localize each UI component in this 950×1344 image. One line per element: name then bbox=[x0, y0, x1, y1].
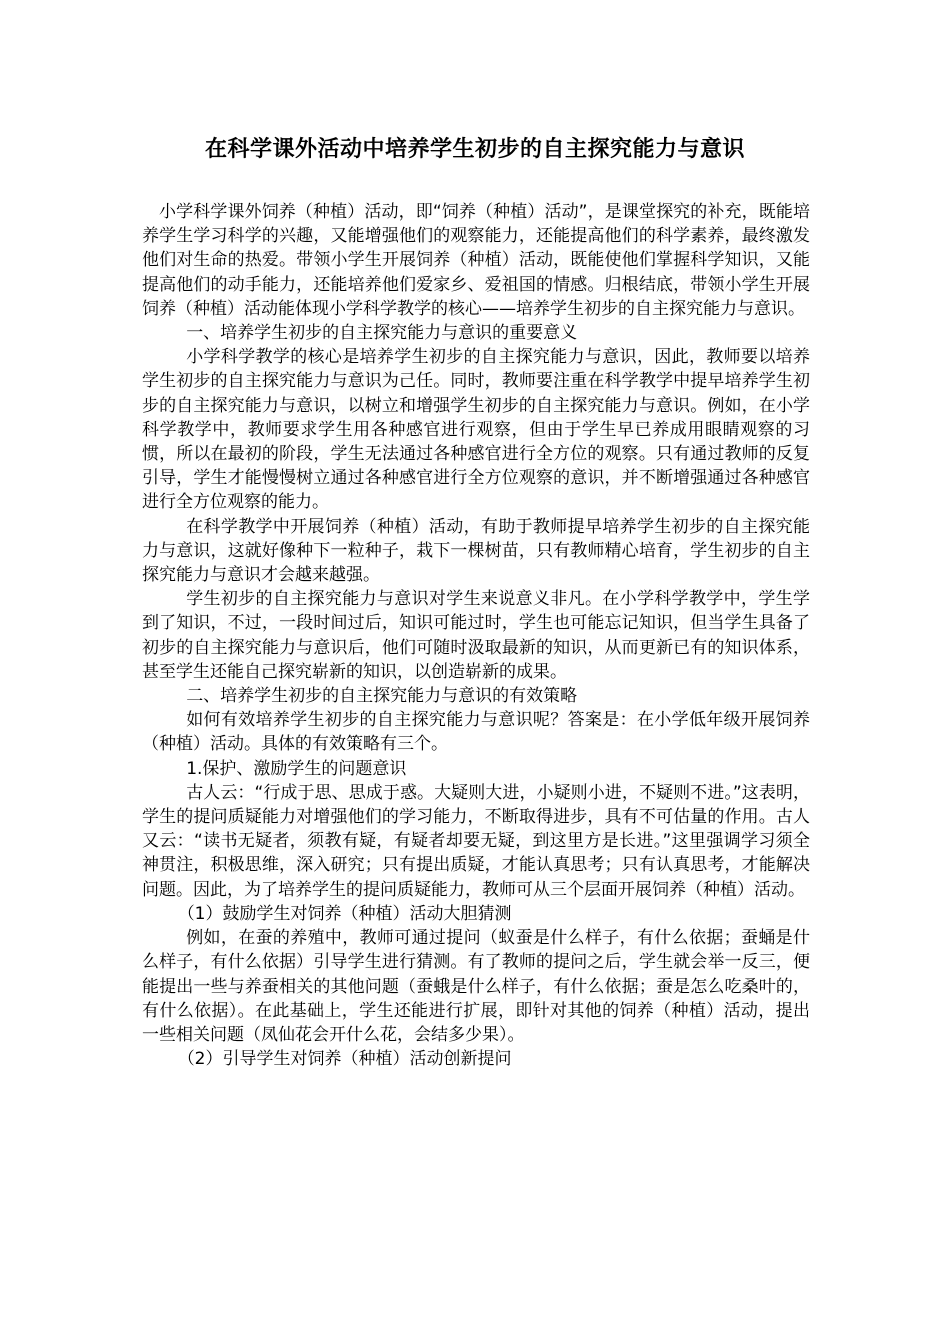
intro-paragraph: 小学科学课外饲养（种植）活动，即“饲养（种植）活动”，是课堂探究的补充，既能培养学生学习科学的兴趣，又能增强他们的观察能力，还能提高他们的科学素养，最终激发他们对生命的热爱。带领小学生开展饲养（种植）活动，既能使他们掌握科学知识，又能提高他们的动手能力，还能培养他们爱家乡、爱祖国的情感。归根结底，带领小学生开展饲养（种植）活动能体现小学科学教学的核心——培养学生初步的自主探究能力与意识。 bbox=[142, 202, 810, 319]
paragraph: 小学科学教学的核心是培养学生初步的自主探究能力与意识，因此，教师要以培养学生初步的自主探究能力与意识为己任。同时，教师要注重在科学教学中提早培养学生初步的自主探究能力与意识，以树立和增强学生初步的自主探究能力与意识。例如，在小学科学教学中，教师要求学生用各种感官进行观察，但由于学生早已养成用眼睛观察的习惯，所以在最初的阶段，学生无法通过各种感官进行全方位的观察。只有通过教师的反复引导，学生才能慢慢树立通过各种感官进行全方位观察的意识，并不断增强通过各种感官进行全方位观察的能力。 bbox=[142, 347, 810, 513]
document-title: 在科学课外活动中培养学生初步的自主探究能力与意识 bbox=[204, 137, 745, 162]
paragraph: 古人云：“行成于思、思成于惑。大疑则大进，小疑则小进，不疑则不进。”这表明，学生的提问质疑能力对增强他们的学习能力，不断取得进步，具有不可估量的作用。古人又云：“读书无疑者，须教有疑，有疑者却要无疑，到这里方是长进。”这里强调学习须全神贯注，积极思维，深入研究；只有提出质疑，才能认真思考；只有认真思考，才能解决问题。因此，为了培养学生的提问质疑能力，教师可从三个层面开展饲养（种植）活动。 bbox=[142, 782, 810, 900]
sub-item-heading-1: （1）鼓励学生对饲养（种植）活动大胆猜测 bbox=[177, 903, 512, 924]
paragraph: 如何有效培养学生初步的自主探究能力与意识呢？答案是：在小学低年级开展饲养（种植）活动。具体的有效策略有三个。 bbox=[142, 710, 810, 755]
paragraph: 学生初步的自主探究能力与意识对学生来说意义非凡。在小学科学教学中，学生学到了知识，不过，一段时间过后，知识可能过时，学生也可能忘记知识，但当学生具备了初步的自主探究能力与意识后，他们可随时汲取最新的知识，从而更新已有的知识体系，甚至学生还能自己探究崭新的知识，以创造崭新的成果。 bbox=[142, 589, 810, 682]
document-body bbox=[142, 200, 810, 1071]
paragraph: 在科学教学中开展饲养（种植）活动，有助于教师提早培养学生初步的自主探究能力与意识，这就好像种下一粒种子，栽下一棵树苗，只有教师精心培育，学生初步的自主探究能力与意识才会越来越强。 bbox=[142, 516, 810, 586]
section-heading-1: 一、培养学生初步的自主探究能力与意识的重要意义 bbox=[186, 323, 578, 344]
sub-item-heading-2: （2）引导学生对饲养（种植）活动创新提问 bbox=[177, 1049, 512, 1070]
section-heading-2: 二、培养学生初步的自主探究能力与意识的有效策略 bbox=[186, 686, 578, 707]
subsection-heading-1: 1.保护、激励学生的问题意识 bbox=[186, 758, 407, 779]
paragraph: 例如，在蚕的养殖中，教师可通过提问（蚁蚕是什么样子，有什么依据；蚕蛹是什么样子，有什么依据）引导学生进行猜测。有了教师的提问之后，学生就会举一反三，便能提出一些与养蚕相关的其他问题（蚕蛾是什么样子，有什么依据；蚕是怎么吃桑叶的，有什么依据）。在此基础上，学生还能进行扩展，即针对其他的饲养（种植）活动，提出一些相关问题（凤仙花会开什么花，会结多少果）。 bbox=[142, 928, 810, 1045]
